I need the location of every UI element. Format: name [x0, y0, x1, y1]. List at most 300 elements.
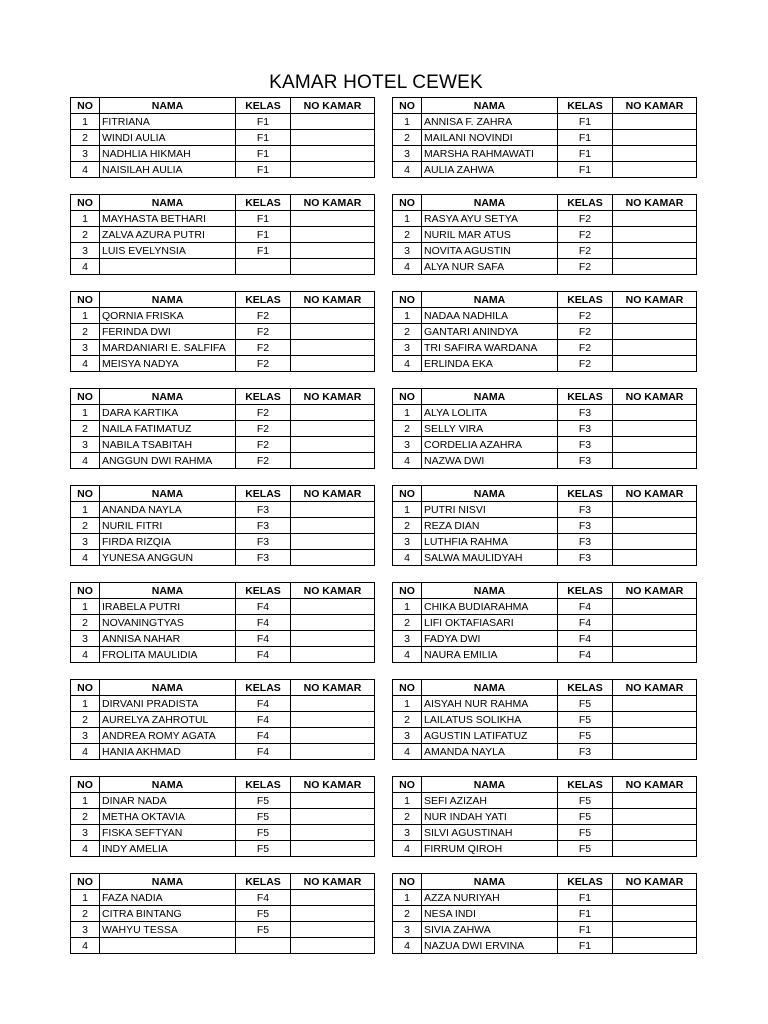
cell-kelas: F2 — [558, 356, 613, 372]
cell-nama: NAURA EMILIA — [422, 647, 558, 663]
room-table — [392, 97, 697, 178]
cell-no-kamar — [291, 906, 375, 922]
cell-no: 4 — [393, 259, 422, 275]
table-row — [393, 906, 697, 922]
cell-no-kamar — [613, 712, 697, 728]
cell-no: 3 — [71, 825, 100, 841]
cell-no-kamar — [291, 599, 375, 615]
header-row — [71, 874, 375, 890]
cell-no-kamar — [613, 922, 697, 938]
cell-no-kamar — [291, 744, 375, 760]
cell-kelas: F4 — [558, 631, 613, 647]
room-table — [70, 582, 375, 663]
header-no-kamar: NO KAMAR — [291, 98, 375, 114]
room-table — [70, 679, 375, 760]
cell-nama: FADYA DWI — [422, 631, 558, 647]
cell-no-kamar — [291, 243, 375, 259]
table-row — [393, 405, 697, 421]
cell-no: 1 — [393, 114, 422, 130]
cell-no-kamar — [613, 162, 697, 178]
cell-no-kamar — [613, 841, 697, 857]
cell-no: 2 — [393, 130, 422, 146]
cell-nama: NESA INDI — [422, 906, 558, 922]
header-nama: NAMA — [100, 195, 236, 211]
table-row — [393, 502, 697, 518]
cell-no: 4 — [393, 162, 422, 178]
cell-kelas: F1 — [236, 130, 291, 146]
cell-no: 1 — [71, 211, 100, 227]
cell-no-kamar — [613, 906, 697, 922]
cell-no: 3 — [71, 340, 100, 356]
cell-no-kamar — [613, 793, 697, 809]
room-table — [392, 873, 697, 954]
header-no: NO — [71, 98, 100, 114]
header-nama: NAMA — [422, 292, 558, 308]
header-no-kamar: NO KAMAR — [291, 195, 375, 211]
cell-kelas: F2 — [236, 308, 291, 324]
table-row — [71, 356, 375, 372]
cell-no: 2 — [71, 421, 100, 437]
room-table — [392, 776, 697, 857]
cell-kelas: F5 — [236, 793, 291, 809]
header-kelas: KELAS — [558, 292, 613, 308]
cell-nama: TRI SAFIRA WARDANA — [422, 340, 558, 356]
cell-no-kamar — [613, 647, 697, 663]
header-no: NO — [393, 680, 422, 696]
table-row — [393, 631, 697, 647]
table-row — [393, 259, 697, 275]
header-nama: NAMA — [100, 486, 236, 502]
cell-no-kamar — [613, 259, 697, 275]
header-nama: NAMA — [422, 874, 558, 890]
header-nama: NAMA — [422, 777, 558, 793]
cell-no: 1 — [71, 599, 100, 615]
cell-nama: LIFI OKTAFIASARI — [422, 615, 558, 631]
cell-nama: INDY AMELIA — [100, 841, 236, 857]
header-kelas: KELAS — [236, 583, 291, 599]
header-row — [393, 680, 697, 696]
room-row — [70, 679, 697, 760]
cell-no: 4 — [393, 356, 422, 372]
cell-kelas: F2 — [236, 324, 291, 340]
cell-no-kamar — [613, 227, 697, 243]
cell-kelas: F5 — [558, 841, 613, 857]
cell-no: 1 — [393, 211, 422, 227]
table-row — [71, 243, 375, 259]
cell-no: 3 — [393, 825, 422, 841]
cell-nama: ERLINDA EKA — [422, 356, 558, 372]
table-row — [71, 453, 375, 469]
cell-no-kamar — [291, 615, 375, 631]
cell-no: 2 — [393, 712, 422, 728]
cell-no-kamar — [613, 534, 697, 550]
header-no: NO — [71, 680, 100, 696]
cell-kelas: F4 — [236, 696, 291, 712]
cell-no-kamar — [613, 518, 697, 534]
table-row — [393, 324, 697, 340]
page-title: KAMAR HOTEL CEWEK — [269, 72, 483, 93]
cell-nama — [100, 259, 236, 275]
room-row — [70, 388, 697, 469]
cell-no: 3 — [393, 922, 422, 938]
cell-kelas: F5 — [236, 809, 291, 825]
header-no: NO — [71, 583, 100, 599]
table-row — [71, 809, 375, 825]
cell-nama: MAYHASTA BETHARI — [100, 211, 236, 227]
header-row — [393, 486, 697, 502]
header-row — [71, 98, 375, 114]
cell-no-kamar — [291, 356, 375, 372]
header-no-kamar: NO KAMAR — [613, 777, 697, 793]
room-row — [70, 776, 697, 857]
cell-kelas: F5 — [236, 841, 291, 857]
header-no: NO — [71, 874, 100, 890]
cell-no-kamar — [291, 809, 375, 825]
cell-kelas: F3 — [558, 421, 613, 437]
table-row — [393, 340, 697, 356]
cell-kelas: F5 — [558, 825, 613, 841]
cell-no: 3 — [71, 922, 100, 938]
table-row — [71, 211, 375, 227]
header-nama: NAMA — [100, 389, 236, 405]
cell-no: 4 — [71, 841, 100, 857]
cell-no: 2 — [71, 518, 100, 534]
room-table — [392, 679, 697, 760]
cell-nama: ALYA LOLITA — [422, 405, 558, 421]
cell-kelas: F2 — [236, 340, 291, 356]
header-no: NO — [393, 98, 422, 114]
cell-no-kamar — [291, 712, 375, 728]
room-table — [392, 388, 697, 469]
cell-no-kamar — [291, 308, 375, 324]
cell-no-kamar — [291, 146, 375, 162]
cell-no: 3 — [393, 146, 422, 162]
cell-kelas: F5 — [558, 809, 613, 825]
cell-no: 4 — [393, 550, 422, 566]
table-row — [71, 259, 375, 275]
header-no: NO — [71, 195, 100, 211]
cell-kelas: F3 — [558, 453, 613, 469]
cell-no-kamar — [291, 324, 375, 340]
table-row — [71, 421, 375, 437]
room-row — [70, 873, 697, 954]
cell-nama: ANNISA NAHAR — [100, 631, 236, 647]
table-row — [393, 308, 697, 324]
header-no: NO — [71, 292, 100, 308]
cell-no: 4 — [71, 162, 100, 178]
cell-kelas: F4 — [558, 599, 613, 615]
cell-kelas: F3 — [558, 550, 613, 566]
cell-no: 2 — [71, 615, 100, 631]
header-no: NO — [393, 195, 422, 211]
cell-no: 3 — [393, 631, 422, 647]
table-row — [71, 922, 375, 938]
cell-no-kamar — [613, 146, 697, 162]
cell-no-kamar — [613, 599, 697, 615]
header-kelas: KELAS — [236, 680, 291, 696]
table-row — [71, 696, 375, 712]
cell-nama: ANNISA F. ZAHRA — [422, 114, 558, 130]
table-row — [71, 550, 375, 566]
header-nama: NAMA — [422, 486, 558, 502]
table-row — [393, 356, 697, 372]
table-row — [71, 227, 375, 243]
cell-no-kamar — [291, 453, 375, 469]
header-kelas: KELAS — [236, 195, 291, 211]
cell-no-kamar — [613, 502, 697, 518]
cell-kelas: F5 — [236, 825, 291, 841]
room-table — [392, 485, 697, 566]
cell-nama: NURIL FITRI — [100, 518, 236, 534]
cell-kelas — [236, 938, 291, 954]
cell-kelas: F5 — [558, 793, 613, 809]
header-no: NO — [393, 292, 422, 308]
table-row — [71, 437, 375, 453]
room-table — [70, 776, 375, 857]
header-no-kamar: NO KAMAR — [613, 680, 697, 696]
header-no-kamar: NO KAMAR — [613, 292, 697, 308]
table-row — [71, 324, 375, 340]
cell-no: 4 — [71, 550, 100, 566]
table-row — [393, 890, 697, 906]
cell-no-kamar — [291, 227, 375, 243]
cell-no: 1 — [393, 793, 422, 809]
cell-no: 3 — [393, 340, 422, 356]
cell-nama: CITRA BINTANG — [100, 906, 236, 922]
cell-no: 1 — [393, 696, 422, 712]
room-table — [70, 873, 375, 954]
room-table — [70, 291, 375, 372]
cell-no: 2 — [393, 324, 422, 340]
table-row — [393, 437, 697, 453]
cell-nama: IRABELA PUTRI — [100, 599, 236, 615]
cell-nama: NADAA NADHILA — [422, 308, 558, 324]
cell-kelas: F4 — [236, 890, 291, 906]
cell-no-kamar — [291, 825, 375, 841]
cell-no-kamar — [613, 211, 697, 227]
cell-no-kamar — [613, 405, 697, 421]
cell-no: 3 — [71, 243, 100, 259]
room-table — [70, 194, 375, 275]
table-row — [393, 696, 697, 712]
cell-nama: DIRVANI PRADISTA — [100, 696, 236, 712]
cell-kelas: F3 — [236, 534, 291, 550]
cell-no-kamar — [291, 518, 375, 534]
cell-kelas: F2 — [558, 227, 613, 243]
cell-nama: NUR INDAH YATI — [422, 809, 558, 825]
cell-kelas: F4 — [558, 647, 613, 663]
cell-no: 2 — [393, 421, 422, 437]
cell-kelas: F2 — [236, 437, 291, 453]
cell-nama: RASYA AYU SETYA — [422, 211, 558, 227]
cell-kelas: F3 — [236, 550, 291, 566]
cell-kelas: F5 — [236, 906, 291, 922]
cell-no-kamar — [291, 437, 375, 453]
cell-no-kamar — [613, 114, 697, 130]
cell-no: 1 — [71, 793, 100, 809]
header-kelas: KELAS — [558, 777, 613, 793]
header-row — [71, 292, 375, 308]
header-no: NO — [393, 777, 422, 793]
cell-kelas: F3 — [558, 437, 613, 453]
header-no: NO — [71, 486, 100, 502]
cell-no: 2 — [71, 809, 100, 825]
table-row — [71, 793, 375, 809]
cell-nama: ANGGUN DWI RAHMA — [100, 453, 236, 469]
table-row — [393, 809, 697, 825]
cell-kelas: F4 — [236, 599, 291, 615]
cell-nama: NURIL MAR ATUS — [422, 227, 558, 243]
header-no-kamar: NO KAMAR — [613, 98, 697, 114]
cell-kelas: F1 — [236, 227, 291, 243]
header-no: NO — [71, 777, 100, 793]
cell-no-kamar — [291, 405, 375, 421]
cell-kelas: F1 — [236, 243, 291, 259]
cell-no-kamar — [291, 534, 375, 550]
table-row — [393, 615, 697, 631]
header-nama: NAMA — [422, 98, 558, 114]
cell-nama: NAISILAH AULIA — [100, 162, 236, 178]
cell-no-kamar — [613, 453, 697, 469]
cell-no: 1 — [71, 405, 100, 421]
table-row — [71, 308, 375, 324]
table-row — [71, 615, 375, 631]
table-row — [71, 130, 375, 146]
cell-kelas: F3 — [558, 534, 613, 550]
cell-no-kamar — [613, 825, 697, 841]
cell-no-kamar — [291, 647, 375, 663]
table-row — [71, 534, 375, 550]
cell-nama: REZA DIAN — [422, 518, 558, 534]
cell-kelas — [236, 259, 291, 275]
cell-nama: FITRIANA — [100, 114, 236, 130]
cell-nama: NABILA TSABITAH — [100, 437, 236, 453]
cell-no-kamar — [613, 243, 697, 259]
cell-no: 2 — [71, 324, 100, 340]
table-row — [393, 938, 697, 954]
cell-no: 1 — [71, 502, 100, 518]
cell-kelas: F4 — [236, 615, 291, 631]
cell-nama: NOVITA AGUSTIN — [422, 243, 558, 259]
cell-kelas: F5 — [558, 712, 613, 728]
header-nama: NAMA — [100, 292, 236, 308]
cell-no-kamar — [613, 421, 697, 437]
header-kelas: KELAS — [558, 195, 613, 211]
table-row — [71, 502, 375, 518]
cell-nama: YUNESA ANGGUN — [100, 550, 236, 566]
cell-no: 4 — [393, 841, 422, 857]
room-table — [70, 97, 375, 178]
header-no: NO — [71, 389, 100, 405]
table-row — [71, 599, 375, 615]
cell-kelas: F4 — [236, 712, 291, 728]
table-row — [393, 728, 697, 744]
header-nama: NAMA — [100, 583, 236, 599]
cell-no: 1 — [393, 405, 422, 421]
cell-nama: NAZUA DWI ERVINA — [422, 938, 558, 954]
header-row — [71, 680, 375, 696]
cell-kelas: F1 — [558, 162, 613, 178]
cell-nama: WINDI AULIA — [100, 130, 236, 146]
cell-no-kamar — [613, 938, 697, 954]
cell-no-kamar — [291, 130, 375, 146]
cell-nama: CORDELIA AZAHRA — [422, 437, 558, 453]
header-no-kamar: NO KAMAR — [613, 583, 697, 599]
cell-no: 3 — [393, 728, 422, 744]
cell-no: 1 — [393, 502, 422, 518]
cell-nama: SIVIA ZAHWA — [422, 922, 558, 938]
cell-nama: METHA OKTAVIA — [100, 809, 236, 825]
cell-no: 4 — [393, 647, 422, 663]
cell-no-kamar — [613, 340, 697, 356]
cell-no: 3 — [393, 437, 422, 453]
cell-no: 4 — [71, 647, 100, 663]
cell-kelas: F1 — [558, 938, 613, 954]
cell-nama: SELLY VIRA — [422, 421, 558, 437]
cell-no: 4 — [393, 744, 422, 760]
cell-no-kamar — [613, 130, 697, 146]
cell-kelas: F3 — [236, 502, 291, 518]
header-row — [393, 389, 697, 405]
room-table — [392, 582, 697, 663]
cell-kelas: F2 — [236, 405, 291, 421]
cell-no: 1 — [71, 308, 100, 324]
cell-kelas: F1 — [236, 114, 291, 130]
cell-no-kamar — [291, 211, 375, 227]
header-row — [393, 777, 697, 793]
header-no: NO — [393, 583, 422, 599]
cell-kelas: F2 — [558, 324, 613, 340]
cell-nama: SALWA MAULIDYAH — [422, 550, 558, 566]
cell-kelas: F4 — [236, 631, 291, 647]
cell-nama: SILVI AGUSTINAH — [422, 825, 558, 841]
cell-kelas: F4 — [236, 744, 291, 760]
cell-nama: FERINDA DWI — [100, 324, 236, 340]
cell-nama: ANANDA NAYLA — [100, 502, 236, 518]
cell-no-kamar — [291, 696, 375, 712]
cell-kelas: F2 — [236, 421, 291, 437]
header-nama: NAMA — [422, 389, 558, 405]
cell-nama: MARDANIARI E. SALFIFA — [100, 340, 236, 356]
cell-no-kamar — [291, 631, 375, 647]
cell-no-kamar — [613, 890, 697, 906]
cell-nama: DINAR NADA — [100, 793, 236, 809]
table-row — [393, 534, 697, 550]
header-kelas: KELAS — [558, 583, 613, 599]
table-row — [393, 825, 697, 841]
cell-nama: AULIA ZAHWA — [422, 162, 558, 178]
table-row — [71, 728, 375, 744]
cell-no: 1 — [393, 890, 422, 906]
cell-nama: NADHLIA HIKMAH — [100, 146, 236, 162]
header-row — [71, 777, 375, 793]
cell-nama: FIRDA RIZQIA — [100, 534, 236, 550]
header-no-kamar: NO KAMAR — [291, 292, 375, 308]
header-kelas: KELAS — [236, 777, 291, 793]
cell-no: 1 — [393, 599, 422, 615]
header-kelas: KELAS — [558, 874, 613, 890]
cell-kelas: F1 — [236, 162, 291, 178]
cell-kelas: F3 — [558, 502, 613, 518]
cell-nama: AZZA NURIYAH — [422, 890, 558, 906]
cell-nama: FAZA NADIA — [100, 890, 236, 906]
header-no-kamar: NO KAMAR — [291, 486, 375, 502]
cell-no: 4 — [71, 453, 100, 469]
room-row — [70, 97, 697, 178]
cell-no: 2 — [393, 615, 422, 631]
cell-nama: FIRRUM QIROH — [422, 841, 558, 857]
cell-nama: LUIS EVELYNSIA — [100, 243, 236, 259]
